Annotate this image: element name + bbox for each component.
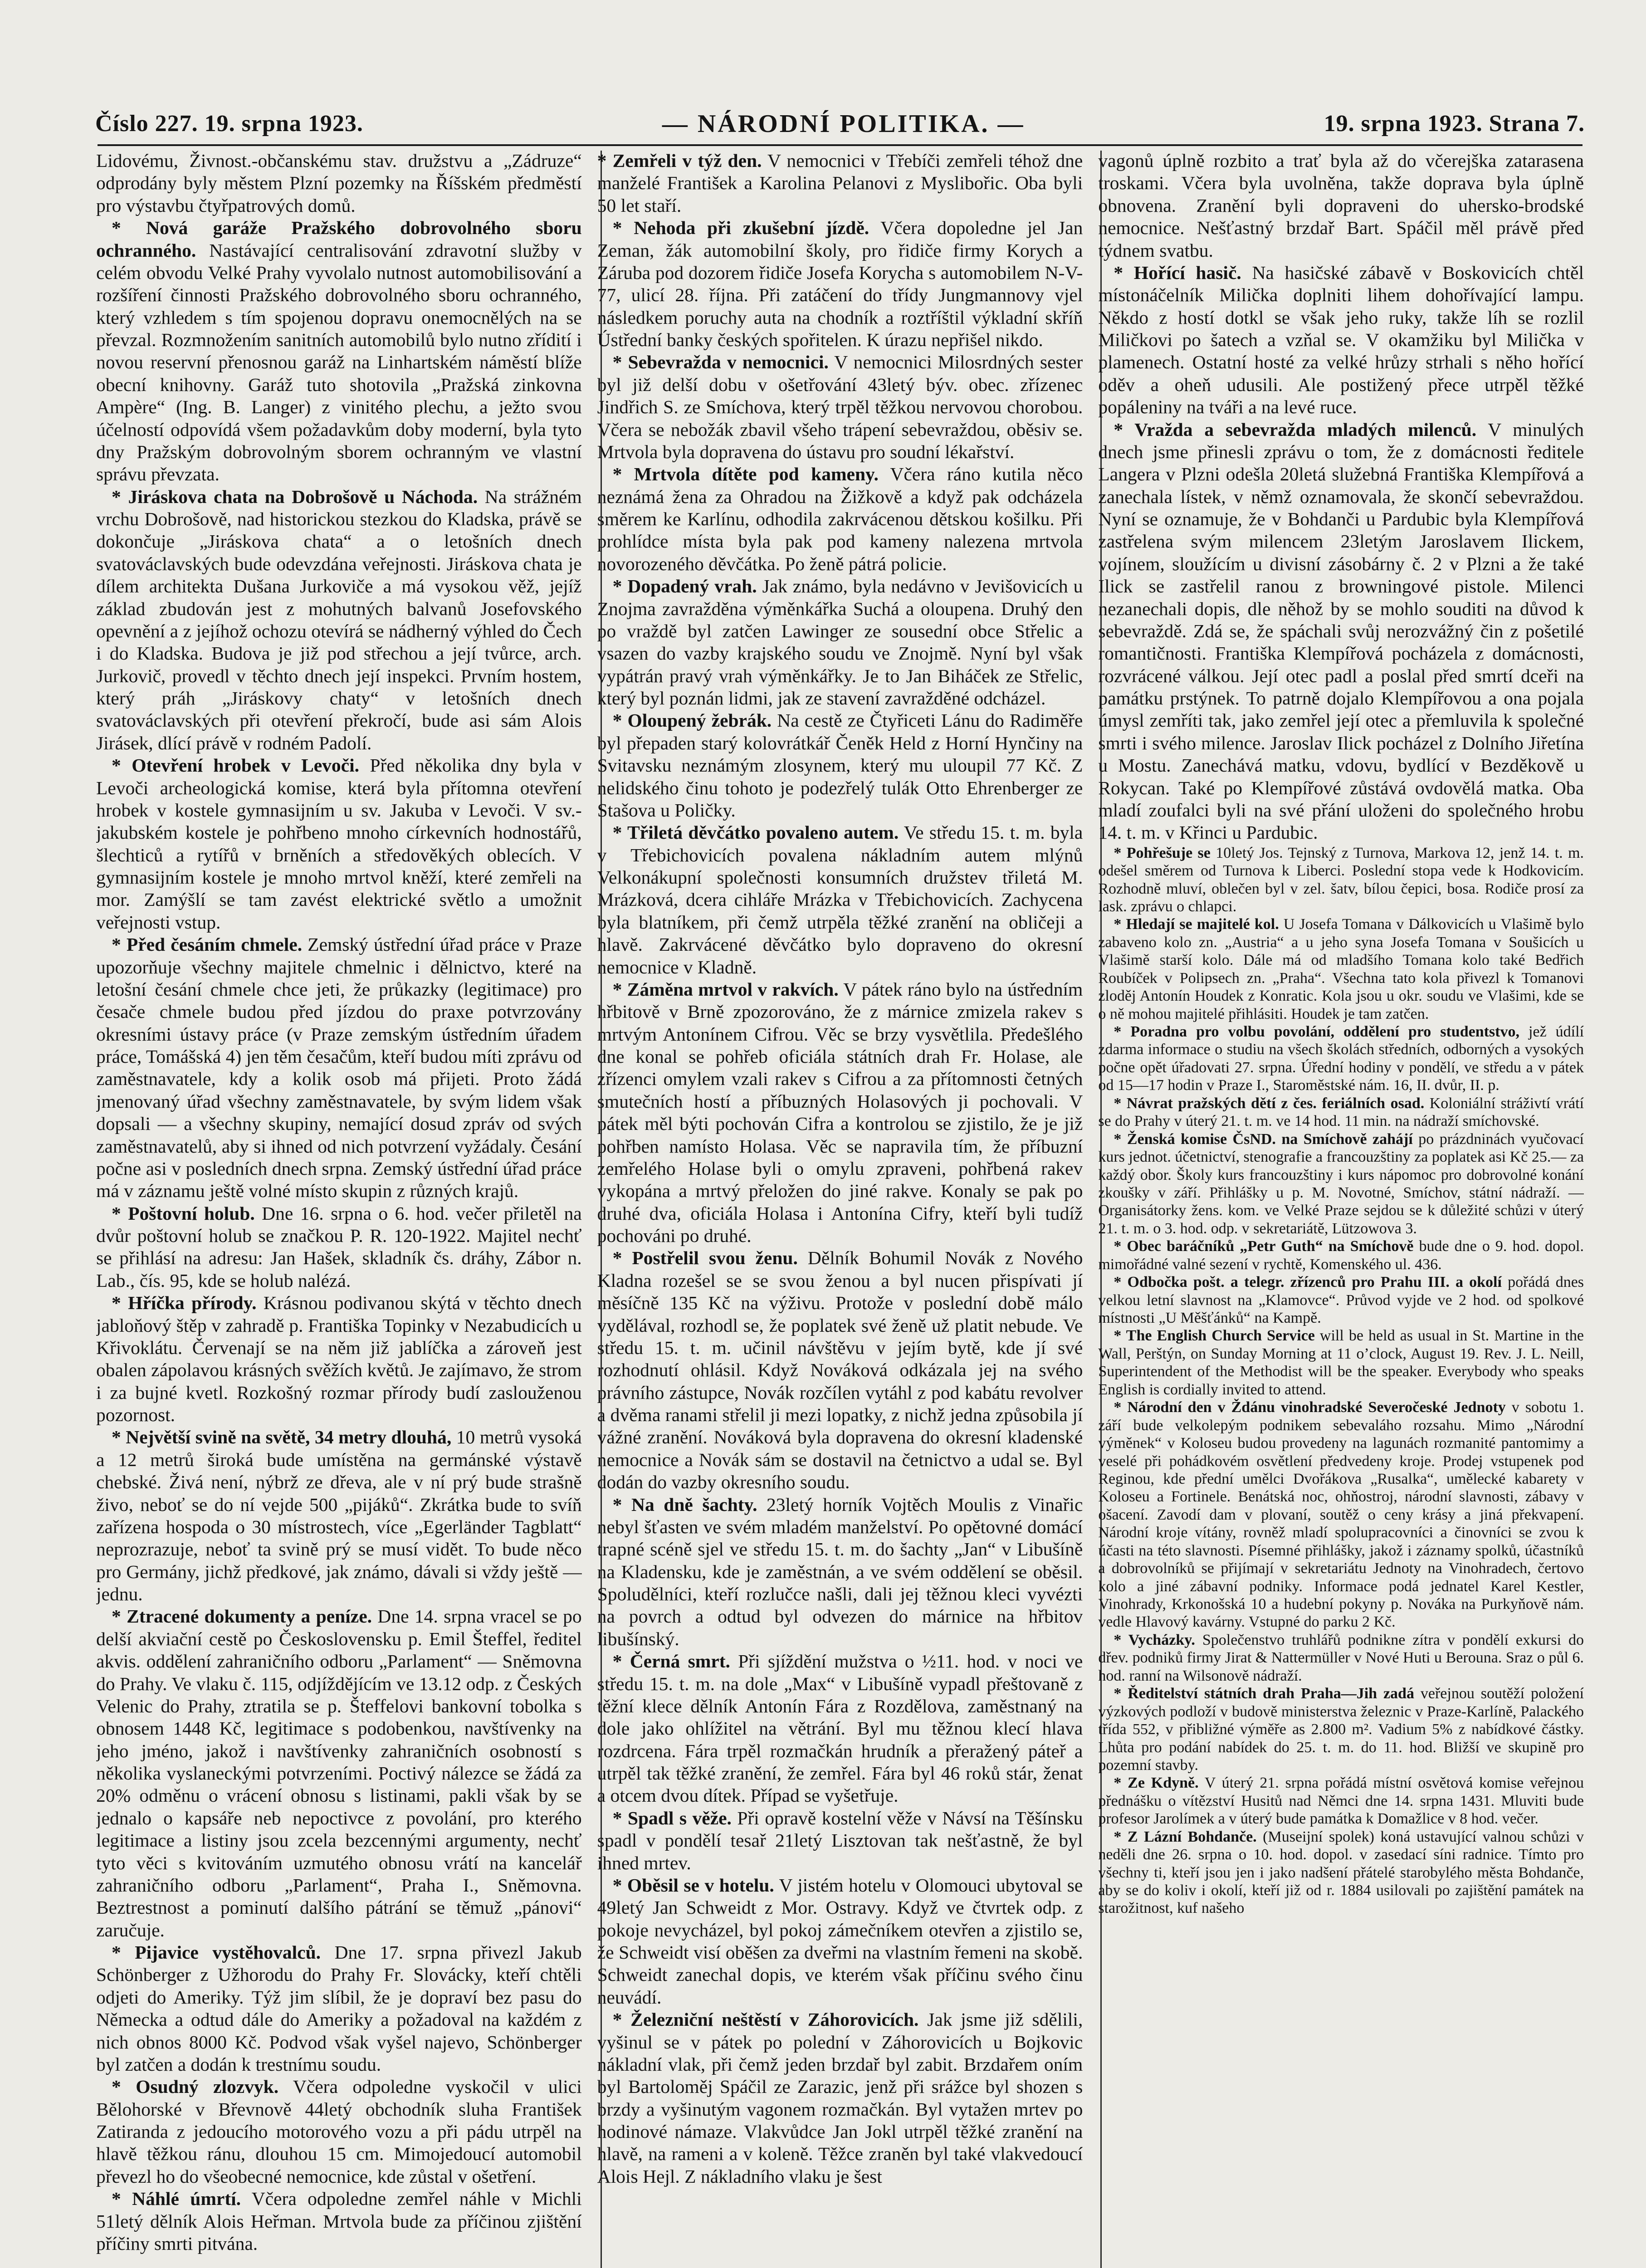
news-item bbox=[597, 978, 1083, 1247]
news-item-body: pořádá dnes velkou letní slavnost na „Klamovce“. Průvod vyjde ve 2 hod. od spolkové místnosti „U Měšťánků“ na Kampě. bbox=[1098, 1274, 1584, 1326]
news-item bbox=[1098, 419, 1584, 844]
news-item bbox=[96, 1202, 582, 1292]
news-item bbox=[597, 1807, 1083, 1874]
news-item-body: U Josefa Tomana v Dálkovicích u Vlašimě bylo zabaveno kolo zn. „Austria“ a u jeho syna Josefa Tomana v Soušicích u Vlašimě starší kolo. Dále má od mladšího Tomana kolo také Bedřich Roubíček v Polipsech zn. „Praha“. Všechna tato kola přivezl k Tomanovi zloděj Antonín Houdek z Konratic. Kola jsou u okr. soudu ve Vlašimi, kde se o ně mohou majitelé přihlásiti. Houdek je tam zatčen. bbox=[1098, 916, 1584, 1022]
news-item bbox=[597, 575, 1083, 709]
news-item-headline: * Hledají se majitelé kol. bbox=[1114, 916, 1279, 933]
news-item-headline: * Vycházky. bbox=[1114, 1631, 1195, 1648]
news-item bbox=[597, 463, 1083, 575]
news-item-headline: * Oloupený žebrák. bbox=[612, 710, 772, 731]
news-item-body: Při opravě kostelní věže v Návsí na Těšínsku spadl v pondělí tesař 21letý Lisztovan tak nešťastně, že byl ihned mrtev. bbox=[597, 1807, 1083, 1873]
news-item bbox=[1098, 1828, 1584, 1917]
news-item-headline: * Odbočka pošt. a telegr. zřízenců pro Prahu III. a okolí bbox=[1114, 1274, 1502, 1291]
news-item-headline: * Spadl s věže. bbox=[612, 1807, 732, 1828]
news-item-body: Koloniální stráživtí vrátí se do Prahy v úterý 21. t. m. ve 14 hod. 11 min. na nádraží smíchovské. bbox=[1098, 1095, 1584, 1130]
news-item bbox=[597, 217, 1083, 351]
news-item-body: Včera ráno kutila něco neznámá žena za Ohradou na Žižkově a když pak odcházela směrem ke Karlínu, odhodila zakrvácenou dětskou košilku. Při prohlídce místa byla pak pod kameny nalezena mrtvola novorozeného děvčátka. Po ženě pátrá policie. bbox=[597, 464, 1083, 574]
news-item bbox=[1098, 844, 1584, 916]
news-item-body: V pátek ráno bylo na ústředním hřbitově v Brně zpozorováno, že z márnice zmizela rakev s mrtvým Antonínem Cifrou. Věc se brzy vysvětlila. Předešlého dne konal se pohřeb oficiála státních drah Fr. Holase, ale zřízenci omylem vzali rakev s Cifrou a za přítomnosti četných smutečních hostí a příbuzných Holasových ji pochovali. V pátek měl býti pochován Cifra a kontrolou se zjistilo, že je již pohřben namísto Holasa. Věc se napravila tím, že příbuzní zemřelého Holase byli o omylu zpraveni, pohřbená rakev vykopána a mrtvý přeložen do jiné rakve. Konaly se pak po druhé dva, oficiála Holasa i Antonína Cifry, kteří byli tudíž pochováni po druhé. bbox=[597, 978, 1083, 1246]
news-item-headline: * Nová garáže Pražského dobrovolného sboru ochranného. bbox=[96, 217, 582, 261]
news-item-headline: * Poradna pro volbu povolání, oddělení pro studentstvo, bbox=[1114, 1023, 1519, 1040]
news-item-headline: * Náhlé úmrtí. bbox=[112, 2188, 241, 2209]
news-item-headline: * Pohřešuje se bbox=[1114, 844, 1211, 861]
news-item-body: V nemocnici Milosrdných sester byl již delší dobu v ošetřování 43letý býv. obec. zřízenec Jindřich S. ze Smíchova, který trpěl těžkou nervovou chorobou. Včera se nebožák zbavil všeho trápení sebevraždou, oběsiv se. Mrtvola byla dopravena do ústavu pro soudní lékařství. bbox=[597, 352, 1083, 462]
column-1 bbox=[96, 150, 582, 2268]
news-item bbox=[597, 351, 1083, 463]
news-item-body: Včera dopoledne jel Jan Zeman, žák automobilní školy, pro řidiče firmy Korych a Záruba pod dozorem řidiče Josefa Korycha s automobilem N-V-77, ulicí 28. října. Při zatáčení do třídy Jungmannovy vjel následkem poruchy auta na chodník a roztříštil výkladní skříň Ústřední banky českých spořitelen. K úrazu nepřišel nikdo. bbox=[597, 217, 1083, 350]
news-item-headline: * Ženská komise ČsND. na Smíchově zahájí bbox=[1114, 1130, 1413, 1148]
news-item-body: 10 metrů vysoká a 12 metrů široká bude umístěna na germánské výstavě chebské. Živá není, nýbrž ze dřeva, ale v ní prý bude strašně živo, neboť se do ní vejde 500 „pijáků“. Zkrátka bude to svíň zařízena hospoda o 30 místrostech, více „Egerländer Tagblatt“ neprozrazuje, neboť ta svině prý se musí vidět. To bude něco pro Germány, jichž předkové, jak známo, dávali si vždy ještě — jednu. bbox=[96, 1427, 582, 1604]
news-item-body: Dne 17. srpna přivezl Jakub Schönberger z Užhorodu do Prahy Fr. Slovácky, kteří chtěli odjeti do Ameriky. Týž jim slíbil, že je dopraví bez pasu do Německa a odtud dále do Ameriky a požadoval na každém z nich obnos 8000 Kč. Podvod však vyšel najevo, Schönberger byl zatčen a dodán k trestnímu soudu. bbox=[96, 1942, 582, 2075]
news-item-body: jež údílí zdarma informace o studiu na všech školách středních, odborných a vysokých počne opět úřadovati 27. srpna. Úřední hodiny v pondělí, ve středu a v pátek od 15—17 hodin v Praze I., Staroměstské nám. 16, II. dvůr, II. p. bbox=[1098, 1023, 1584, 1094]
news-item-headline: * Sebevražda v nemocnici. bbox=[612, 352, 829, 373]
news-item bbox=[96, 754, 582, 934]
news-item bbox=[597, 150, 1083, 217]
news-item-body: Jak jsme již sdělili, vyšinul se v pátek po polední v Záhorovicích u Bojkovic nákladní vlak, při čemž jeden brzdař byl zabit. Brzdařem oním byl Bartoloměj Spáčil ze Zarazic, jenž při srážce byl shozen s brzdy a vyšinutým vagonem rozmačkán. Byl vytažen mrtev po hodinové námaze. Vlakvůdce Jan Jokl utrpěl těžké zranění na hlavě, na rameni a v koleně. Těžce zraněn byl také vlakvedoucí Alois Hejl. Z nákladního vlaku je šest bbox=[597, 2009, 1083, 2187]
news-item bbox=[1098, 150, 1584, 262]
news-item-headline: * Dopadený vrah. bbox=[612, 576, 757, 597]
news-item-headline: * Ředitelství státních drah Praha—Jih zadá bbox=[1114, 1685, 1414, 1702]
news-item bbox=[597, 1494, 1083, 1651]
news-item-body: V úterý 21. srpna pořádá místní osvětová komise veřejnou přednášku o vítězství Husitů nad Němci dne 14. srpna 1431. Mluviti bude profesor Jarolímek a v úterý bude památka k Domažlice v 8 hod. večer. bbox=[1098, 1774, 1584, 1828]
news-item bbox=[96, 2076, 582, 2188]
news-item bbox=[1098, 1685, 1584, 1774]
header-date-page: 19. srpna 1923. Strana 7. bbox=[1324, 111, 1585, 137]
news-item bbox=[597, 1650, 1083, 1807]
news-item bbox=[96, 934, 582, 1202]
column-3 bbox=[1098, 150, 1584, 2268]
news-item-headline: * Ztracené dokumenty a peníze. bbox=[112, 1606, 372, 1627]
news-item-headline: * Ze Kdyně. bbox=[1114, 1774, 1199, 1792]
column-2 bbox=[597, 150, 1083, 2268]
news-item-headline: * Postřelil svou ženu. bbox=[612, 1247, 798, 1269]
news-item-body: Krásnou podivanou skýtá v těchto dnech jabloňový štěp v zahradě p. Františka Topinky v Nezabudicích u Křivoklátu. Červenají se na něm již jablíčka a zároveň jest obalen zápolavou krásných svěžích květů. Je zajímavo, že strom i za bujné kvetl. Rozkošný rozmar přírody budí zaslouženou pozornost. bbox=[96, 1292, 582, 1425]
news-item-body: V jistém hotelu v Olomouci ubytoval se 49letý Jan Schweidt z Mor. Ostravy. Když ve čtvrtek odp. z pokoje nevycházel, byl pokoj zámečníkem otevřen a zjistilo se, že Schweidt visí oběšen za dveřmi na vlastním řemeni na skobě. Schweidt zanechal dopis, ve kterém však příčinu svého činu neuvádí. bbox=[597, 1874, 1083, 2008]
news-item-body: Na strážném vrchu Dobrošově, nad historickou stezkou do Kladska, právě se dokončuje „Jiráskova chata“ a o letošních dnech svatováclavských bude odevzdána veřejnosti. Jiráskova chata je dílem architekta Dušana Jurkoviče a má vysokou věž, jejíž základ zbudován jest z mohutných balvanů Josefovského opevnění a z jejíhož ochozu otevírá se nádherný výhled do Čech i do Kladska. Budova je již pod střechou a její tvůrce, arch. Jurkovič, provedl v těchto dnech její inspekci. Prvním hostem, který práh „Jiráskovy chaty“ v letošních dnech svatováclavských při otevření překročí, bude asi sám Alois Jirásek, dlící právě v rodném Padolí. bbox=[96, 486, 582, 753]
article-columns bbox=[96, 150, 1584, 2268]
news-item-body: veřejnou soutěží položení výzkových podloží v budově ministerstva železnic v Praze-Karlíně, Palackého třída 552, v přibližné výměře as 2.800 m². Vadium 5% z nabídkové částky. Lhůta pro podání nabídek do 25. t. m. do 11. hod. Bližší ve skupině pro pozemní stavby. bbox=[1098, 1685, 1584, 1774]
news-item-headline: * The English Church Service bbox=[1114, 1327, 1315, 1344]
news-item-headline: * Návrat pražských dětí z čes. feriálních osad. bbox=[1114, 1095, 1425, 1112]
news-item bbox=[1098, 262, 1584, 419]
news-item-headline: * Třiletá děvčátko povaleno autem. bbox=[612, 822, 899, 843]
header-issue-date: Číslo 227. 19. srpna 1923. bbox=[95, 111, 363, 137]
news-item-headline: * Otevření hrobek v Levoči. bbox=[112, 755, 360, 776]
news-item-headline: * Železniční neštěstí v Záhorovicích. bbox=[612, 2009, 919, 2030]
news-item-body: Jak známo, byla nedávno v Jevišovicích u Znojma zavražděna výměnkářka Suchá a oloupena. Druhý den po vraždě byl zatčen Lawinger ze sousední obce Střelic a vsazen do vazby krajského soudu ve Znojmě. Nyní byl však vypátrán pravý vrah výměnkářky. Je to Jan Biháček ze Střelic, který byl poznán lidmi, jak ze stavení zavražděné odcházel. bbox=[597, 576, 1083, 709]
news-item-body: Před několika dny byla v Levoči archeologická komise, která byla přítomna otevření hrobek v kostele gymnasijním u sv. Jakuba v Levoči. V sv.-jakubském kostele je pohřbeno mnoho církevních hodnostářů, šlechticů a rytířů v brněních a středověkých oblecích. V gymnasijním kostele je mnoho mrtvol kněží, které zemřeli na mor. Zamýšlí se tam zavést elektrické světlo a umožnit veřejnosti vstup. bbox=[96, 755, 582, 933]
news-item-headline: * Poštovní holub. bbox=[112, 1202, 255, 1224]
news-item-body: Na cestě ze Čtyřiceti Lánu do Radiměře byl přepaden starý kolovrátkář Čeněk Held z Horní Hynčiny na Svitavsku neznámým zlosynem, který mu uloupil 77 Kč. Z nelidského činu tohoto je podezřelý tulák Otto Ehrenberger ze Stašova u Poličky. bbox=[597, 710, 1083, 821]
news-item-headline: * Záměna mrtvol v rakvích. bbox=[612, 978, 839, 1000]
news-item-body: 10letý Jos. Tejnský z Turnova, Markova 12, jenž 14. t. m. odešel směrem od Turnova k Liberci. Poslední stopa vede k Hodkovicím. Rozhodně mluví, oblečen byl v zel. šatv, bílou čepici, bosa. Rodiče prosí za lask. zprávu o chlapci. bbox=[1098, 844, 1584, 915]
news-item-body: vagonů úplně rozbito a trať byla až do včerejška zatarasena troskami. Včera byla uvolněna, takže doprava byla úplně obnovena. Zranění byli dopraveni do uhersko-brodské nemocnice. Nešťastný brzdař Bart. Spáčil měl právě před týdnem svatbu. bbox=[1098, 150, 1584, 261]
header-newspaper-title: — NÁRODNÍ POLITIKA. — bbox=[662, 109, 1025, 138]
news-item-headline: * Pijavice vystěhovalců. bbox=[112, 1942, 321, 1963]
news-item-body: v sobotu 1. září bude velkolepým podnikem sebevaláho rozsahu. Mimo „Národní výměnek“ v Koloseu budou provedeny na lagunách rozmanité pantomimy a veselé při pohádkovém osvětlení předvedeny kroje. Prodej vstupenek pod Reginou, kde přední umělci Dvořákova „Rusalka“, umělecké kabarety v Koloseu a Fortinele. Benátská noc, ohňostroj, národní slavnosti, zábavy v ošacení. Zavodí dam v plovaní, soutěž o ceny krásy a jiná překvapení. Národní kroje vítány, rovněž mladí spolupracovníci a činovníci se zvou k účasti na této slavnosti. Písemné přihlášky, jakož i záznamy spolků, účastníků a dobrovolníků se přijímají v sekretariátu Jednoty na Vinohradech, čertovo kolo a jiné zábavní podniky. Informace podá jednatel Karel Kestler, Vinohrady, Krkonošská 10 a hudební pokyny p. Nováka na Purkyňově nám. vedle Hlavový kavárny. Vstupné do parku 2 Kč. bbox=[1098, 1399, 1584, 1631]
news-item-headline: * Vražda a sebevražda mladých milenců. bbox=[1114, 419, 1477, 440]
page-header bbox=[95, 107, 1585, 141]
news-item-headline: * Před česáním chmele. bbox=[112, 934, 303, 955]
news-item-body: Společenstvo truhlářů podnikne zítra v pondělí exkursi do dřev. podniků firmy Jirat & Nattermüller v Nové Huti u Berouna. Sraz o půl 6. hod. ranní na Wilsonově nádraží. bbox=[1098, 1631, 1584, 1684]
news-item bbox=[96, 150, 582, 217]
news-item bbox=[96, 1426, 582, 1605]
news-item-headline: * Obec baráčníků „Petr Guth“ na Smíchově bbox=[1114, 1238, 1414, 1255]
news-item bbox=[96, 1605, 582, 1941]
news-item-body: will be held as usual in St. Martine in the Wall, Perštýn, on Sunday Morning at 11 o’clock, August 19. Rev. J. L. Neill, Superintendent of the Methodist will be the speaker. Everybody who speaks English is cordially invited to attend. bbox=[1098, 1327, 1584, 1398]
news-item bbox=[1098, 915, 1584, 1023]
news-item-body: Ve středu 15. t. m. byla v Třebichovicích povalena nákladním autem mlýnů Velkonákupní společnosti konsumních družstev třiletá M. Mrázková, dcera cihláře Mrázka v Třebichovicích. Zachycena byla blatníkem, při čemž utrpěla těžké zranění na obličeji a hlavě. Zakrvácené děvčátko bylo dopraveno do okresní nemocnice v Kladně. bbox=[597, 822, 1083, 978]
news-item-headline: * Hříčka přírody. bbox=[112, 1292, 257, 1314]
news-item-body: Nastávající centralisování zdravotní služby v celém obvodu Velké Prahy vyvolalo nutnost automobilisování a rozšíření činnosti Pražského dobrovolného sboru ochranného, který vzhledem s tím spojenou dopravu onemocnělých na se převzal. Rozmnožením sanitních automobilů bylo nutno zřídití i novou reservní přenosnou garáž na Linhartském náměstí blíže obecní knihovny. Garáž tuto shotovila „Pražská zinkovna Ampère“ (Ing. B. Langer) z vinitého plechu, a ježto svou účelností odpovídá všem požadavkům doby moderní, byla tyto dny Pražským dobrovolným sborem ochranným ve vlastní správu převzata. bbox=[96, 240, 582, 485]
news-item bbox=[1098, 1327, 1584, 1398]
news-item-headline: * Největší svině na světě, 34 metry dlouhá, bbox=[112, 1427, 452, 1448]
news-item bbox=[1098, 1774, 1584, 1828]
news-item-headline: * Hořící hasič. bbox=[1114, 262, 1241, 283]
news-item bbox=[597, 2009, 1083, 2188]
news-item-body: Dělník Bohumil Novák z Nového Kladna rozešel se se svou ženou a byl nucen přispívati jí měsíčně 135 Kč na výživu. Protože v poslední době málo vydělával, rozhodl se, že poplatek své ženě už platit nebude. Ve středu 15. t. m. učinil návštěvu v jejím bytě, kde jí své rozhodnutí ohlásil. Když Nováková odkázala jej na svého právního zástupce, Novák rozčílen vytáhl z pod kabátu revolver a dvěma ranami střelil ji mezi lopatky, z nichž jedna způsobila jí vážné zranění. Nováková byla dopravena do okresní kladenské nemocnice a Novák sám se dostavil na četnictvo a udal se. Byl dodán do vazby okresního soudu. bbox=[597, 1247, 1083, 1493]
news-item-headline: * Osudný zlozvyk. bbox=[112, 2076, 279, 2097]
news-item bbox=[96, 1292, 582, 1426]
news-item bbox=[1098, 1398, 1584, 1631]
news-item bbox=[96, 2188, 582, 2255]
news-item bbox=[1098, 1273, 1584, 1327]
news-item bbox=[597, 1874, 1083, 2009]
news-item-body: Dne 16. srpna o 6. hod. večer přiletěl na dvůr poštovní holub se značkou P. R. 120-1922. Majitel nechť se přihlásí na adresu: Jan Hašek, skladník čs. dráhy, Zábor n. Lab., čís. 95, kde se holub nalézá. bbox=[96, 1202, 582, 1291]
news-item bbox=[597, 821, 1083, 978]
news-item-body: V minulých dnech jsme přinesli zprávu o tom, že z domácnosti ředitele Langera v Plzni odešla 20letá služebná Františka Klempířová a zanechala lístek, v němž oznamovala, že skončí sebevraždou. Nyní se oznamuje, že v Bohdanči u Pardubic byla Klempířová zastřelena svým milencem 23letým Jaroslavem Ilickem, vojínem, sloužícím u divisní zásobárny č. 2 v Plzni a že také Ilick se zastřelil ranou z browningové pistole. Milenci nezanechali dopis, dle něhož by se mohlo souditi na důvod k sebevraždě. Zdá se, že spáchali svůj nerozvážný čin z pošetilé romantičnosti. Františka Klempířová pocházela z domácnosti, rozvrácené válkou. Její otec padl a poslal před smrtí dceři na památku prstýnek. To patrně dojalo Klempířovou a ona pojala úmysl zemříti tak, jako zemřel její otec a přemluvila k společné smrti i svého milence. Jaroslav Ilick pocházel z Dolního Jiřetína u Mostu. Zanechává matku, vdovu, bydlící v Bezděkově u Rokycan. Také po Klempířové zůstává ovdovělá matka. Oba mladí zoufalci byli na své přání uloženi do společného hrobu 14. t. m. v Křinci u Pardubic. bbox=[1098, 419, 1584, 843]
news-item bbox=[1098, 1095, 1584, 1130]
news-item-body: Včera odpoledne vyskočil v ulici Bělohorské v Břevnově 44letý obchodník sluha František Zatiranda z jedoucího motorového vozu a při pádu utrpěl na hlavě těžkou ránu, dlouhou 15 cm. Mimojedoucí automobil převezl ho do všeobecné nemocnice, kde zůstal v ošetření. bbox=[96, 2076, 582, 2187]
news-item bbox=[597, 709, 1083, 821]
news-item bbox=[1098, 1130, 1584, 1238]
news-item bbox=[1098, 1631, 1584, 1685]
news-item bbox=[597, 1247, 1083, 1493]
news-item-body: po prázdninách vyučovací kurs jednot. účetnictví, stenografie a francouzštiny za poplatek asi Kč 25.— za každý obor. Školy kurs francouzštiny i kurs nápomoc pro dobrovolné konání zkoušky v září. Přihlášky u p. M. Novotné, Smíchov, státní nádraží. — Organisátorky žens. kom. ve Velké Praze sejdou se k důležité schůzi v úterý 21. t. m. o 3. hod. odp. v sekretariátě, Lützowova 3. bbox=[1098, 1130, 1584, 1237]
news-item-headline: * Jiráskova chata na Dobrošově u Náchoda. bbox=[112, 486, 478, 507]
news-item-headline: * Černá smrt. bbox=[612, 1651, 730, 1672]
news-item bbox=[96, 217, 582, 486]
news-item bbox=[96, 486, 582, 755]
news-item-body: Zemský ústřední úřad práce v Praze upozorňuje všechny majitele chmelnic i dělnictvo, které na letošní česání chmele chce jeti, že průkazky (legitimace) pro česače chmele budou před jízdou do praxe potvrzovány okresními ústavy práce (v Praze zemským ústředním úřadem práce, Tomášská 4) jen těm česačům, kteří budou míti zprávu od zaměstnavatele, kdy a kolik osob má přijeti. Proto žádá jmenovaný úřad všechny zaměstnavatele, by svým lidem však dopsali — a všechny skupiny, nemající dosud zpráv od svých zaměstnavatelů, aby si ihned od nich potvrzení vyžádaly. Česání počne asi v posledních dnech srpna. Zemský ústřední úřad práce má v záznamu ještě volné místo skupin z různých krajů. bbox=[96, 934, 582, 1202]
news-item-body: (Museijní spolek) koná ustavující valnou schůzi v neděli dne 26. srpna o 10. hod. dopol. v zasedací síni radnice. Tímto pro všechny ti, kteří jsou jen i jako nadšení přátelé starobylého města Bohdanče, aby se do koliv i okolí, kteří již od r. 1884 usilovali po zajištění památek na starožitnost, kuf našeho bbox=[1098, 1828, 1584, 1917]
news-item-headline: * Z Lázní Bohdanče. bbox=[1114, 1828, 1257, 1845]
news-item-body: V nemocnici v Třebíči zemřeli téhož dne manželé František a Karolina Pelanovi z Myslibořic. Oba byli 50 let staří. bbox=[597, 150, 1083, 216]
news-item-body: Na hasičské zábavě v Boskovicích chtěl místonáčelník Milička doplniti lihem dohořívající lampu. Někdo z hostí dotkl se však jeho ruky, takže líh se rozlil Miličkovi po šatech a vzňal se. V okamžiku byl Milička v plamenech. Ostatní hosté za velké hrůzy strhali s něho hořící oděv a oheň udusili. Ale postižený přece utrpěl těžké popáleniny na tváři a na levé ruce. bbox=[1098, 262, 1584, 418]
news-item-body: Lidovému, Živnost.-občanskému stav. družstvu a „Zádruze“ odprodány byly městem Plzní pozemky na Říšském předměstí pro výstavbu čtyřpatrových domů. bbox=[96, 150, 582, 216]
news-item-headline: * Na dně šachty. bbox=[612, 1494, 757, 1515]
header-rule bbox=[98, 144, 1583, 146]
news-item bbox=[1098, 1023, 1584, 1095]
news-item bbox=[96, 1941, 582, 2076]
news-item-body: Dne 14. srpna vracel se po delší akviační cestě po Československu p. Emil Šteffel, ředitel akvis. oddělení zahraničního odboru „Parlament“ — Sněmovna do Prahy. Ve vlaku č. 115, odjíždějícím ve 13.12 odp. z Českých Velenic do Prahy, ztratila se p. Šteffelovi bankovní tobolka s obnosem 1448 Kč, legitimace s podobenkou, navštívenky na jeho jméno, jakož i navštívenky zahraničních osobností s několika vyslaneckými potvrzeními. Poctivý nálezce se žádá za 20% odměnu o vrácení obnosu s listinami, pakli však by se jednalo o kapsáře neb nepoctivce z povolání, pro kterého legitimace a listiny jsou zcela bezcennými argumenty, nechť tyto věci s kvitováním uzmutého obnosu vrátí na kancelář zahraničního odboru „Parlament“, Praha I., Sněmovna. Beztrestnost a pominutí dalšího pátrání se těmuž „pánovi“ zaručuje. bbox=[96, 1606, 582, 1941]
news-item-body: Při sjíždění mužstva o ½11. hod. v noci ve středu 15. t. m. na dole „Max“ v Libušíně vypadl přeštovaně z těžní klece dělník Antonín Fára z Rozdělova, zaměstnaný na dole jako ohlížitel na větrání. Byl mu těžnou klecí hlava rozdrcena. Fára trpěl rozmačkán hrudník a přeražený páteř a utrpěl tak těžké zranění, že zemřel. Fára byl 46 roků stár, ženat a otcem dvou dítek. Případ se vyšetřuje. bbox=[597, 1651, 1083, 1806]
news-item-body: bude dne o 9. hod. dopol. mimořádné valné sezení v rychtě, Komenského ul. 436. bbox=[1098, 1238, 1584, 1273]
news-item-headline: * Oběsil se v hotelu. bbox=[612, 1874, 774, 1896]
news-item-body: Včera odpoledne zemřel náhle v Michli 51letý dělník Alois Heřman. Mrtvola bude za příčinou zjištění příčiny smrti pitvána. bbox=[96, 2188, 582, 2254]
news-item-headline: * Nehoda při zkušební jízdě. bbox=[612, 217, 869, 239]
news-item-headline: * Mrtvola dítěte pod kameny. bbox=[612, 464, 879, 485]
news-item-headline: * Zemřeli v týž den. bbox=[597, 150, 762, 171]
news-item-body: 23letý horník Vojtěch Moulis z Vinařic nebyl šťasten ve svém mladém manželství. Po opětovné domácí trapné scéně sjel ve středu 15. t. m. do šachty „Jan“ v Libušíně na Kladensku, kde je zaměstnán, a ve svém oddělení se oběsil. Spoludělníci, kteří rozlučce našli, dali jej těžnou kleci vyvézti na povrch a odtud byl odvezen do márnice na hřbitov libušínský. bbox=[597, 1494, 1083, 1649]
news-item bbox=[1098, 1237, 1584, 1273]
news-item-headline: * Národní den v Ždánu vinohradské Severočeské Jednoty bbox=[1114, 1399, 1506, 1416]
